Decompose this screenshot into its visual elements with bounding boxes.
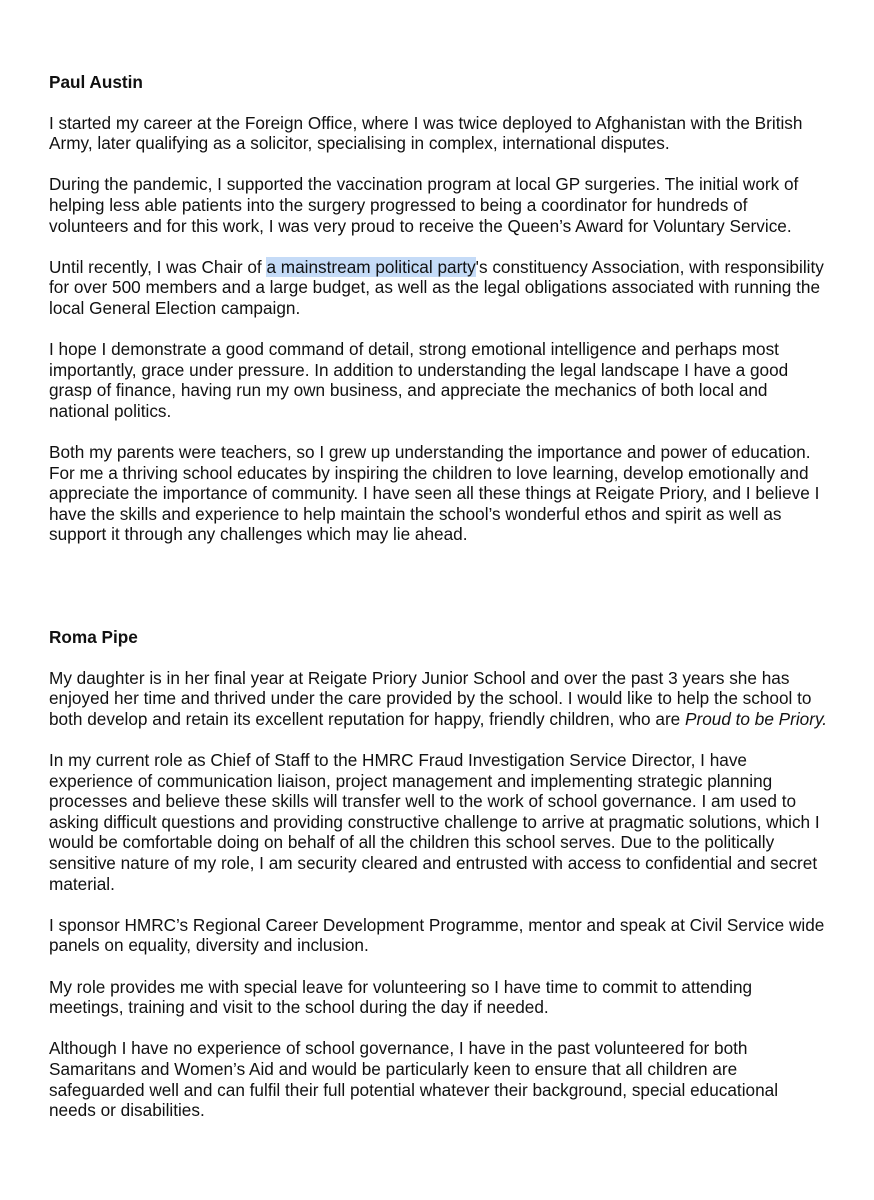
statement-paragraph-with-italic	[49, 668, 829, 730]
paragraph-text: My daughter is in her final year at Reigate Priory Junior School and over the past 3 years she has enjoyed her time and thrived under the care provided by the school. I would like to help the school to both develop and retain its excellent reputation for happy, friendly children, who are	[49, 667, 812, 729]
statement-paragraph: My role provides me with special leave for volunteering so I have time to commit to attending meetings, training and visit to the school during the day if needed.	[49, 976, 753, 1018]
paragraph-text-before-highlight: Until recently, I was Chair of	[49, 256, 267, 277]
italic-motto: Proud to be Priory.	[685, 708, 828, 729]
candidate-name: Paul Austin	[49, 72, 143, 92]
statement-paragraph: During the pandemic, I supported the vaccination program at local GP surgeries. The initial work of helping less able patients into the surgery progressed to being a coordinator for hundreds of volunteers and for this work, I was very proud to receive the Queen’s Award for Voluntary Service.	[49, 174, 799, 236]
statement-paragraph: Both my parents were teachers, so I grew up understanding the importance and power of education. For me a thriving school educates by inspiring the children to love learning, develop emotionally and appreciate the importance of community. I have seen all these things at Reigate Priory, and I believe I have the skills and experience to help maintain the school’s wonderful ethos and spirit as well as support it through any challenges which may lie ahead.	[49, 442, 820, 545]
paragraph-text-after-highlight: 's constituency Association, with responsibility for over 500 members and a large budget, as well as the legal obligations associated with running the local General Election campaign.	[49, 256, 824, 318]
statement-paragraph: In my current role as Chief of Staff to the HMRC Fraud Investigation Service Director, I have experience of communication liaison, project management and implementing strategic planning processes and believe these skills will transfer well to the work of school governance. I am used to asking difficult questions and providing constructive challenge to arrive at pragmatic solutions, which I would be comfortable doing on behalf of all the children this school serves. Due to the politically sensitive nature of my role, I am security cleared and entrusted with access to confidential and secret material.	[49, 750, 820, 894]
candidate-statement-paul-austin	[49, 72, 829, 545]
highlighted-text-selection[interactable]: a mainstream political party	[266, 256, 476, 277]
statement-paragraph: I started my career at the Foreign Office, where I was twice deployed to Afghanistan with the British Army, later qualifying as a solicitor, specialising in complex, international disputes.	[49, 112, 803, 154]
statement-paragraph-with-highlight	[49, 257, 829, 319]
statement-paragraph: I hope I demonstrate a good command of detail, strong emotional intelligence and perhaps most importantly, grace under pressure. In addition to understanding the legal landscape I have a good grasp of finance, having run my own business, and appreciate the mechanics of both local and national politics.	[49, 339, 789, 421]
document-page	[49, 72, 829, 1121]
candidate-statement-roma-pipe	[49, 627, 829, 1121]
candidate-name: Roma Pipe	[49, 627, 138, 648]
statement-paragraph: I sponsor HMRC’s Regional Career Development Programme, mentor and speak at Civil Service wide panels on equality, diversity and inclusion.	[49, 914, 825, 956]
statement-paragraph: Although I have no experience of school governance, I have in the past volunteered for both Samaritans and Women’s Aid and would be particularly keen to ensure that all children are safeguarded well and can fulfil their full potential whatever their background, special educational needs or disabilities.	[49, 1038, 779, 1121]
